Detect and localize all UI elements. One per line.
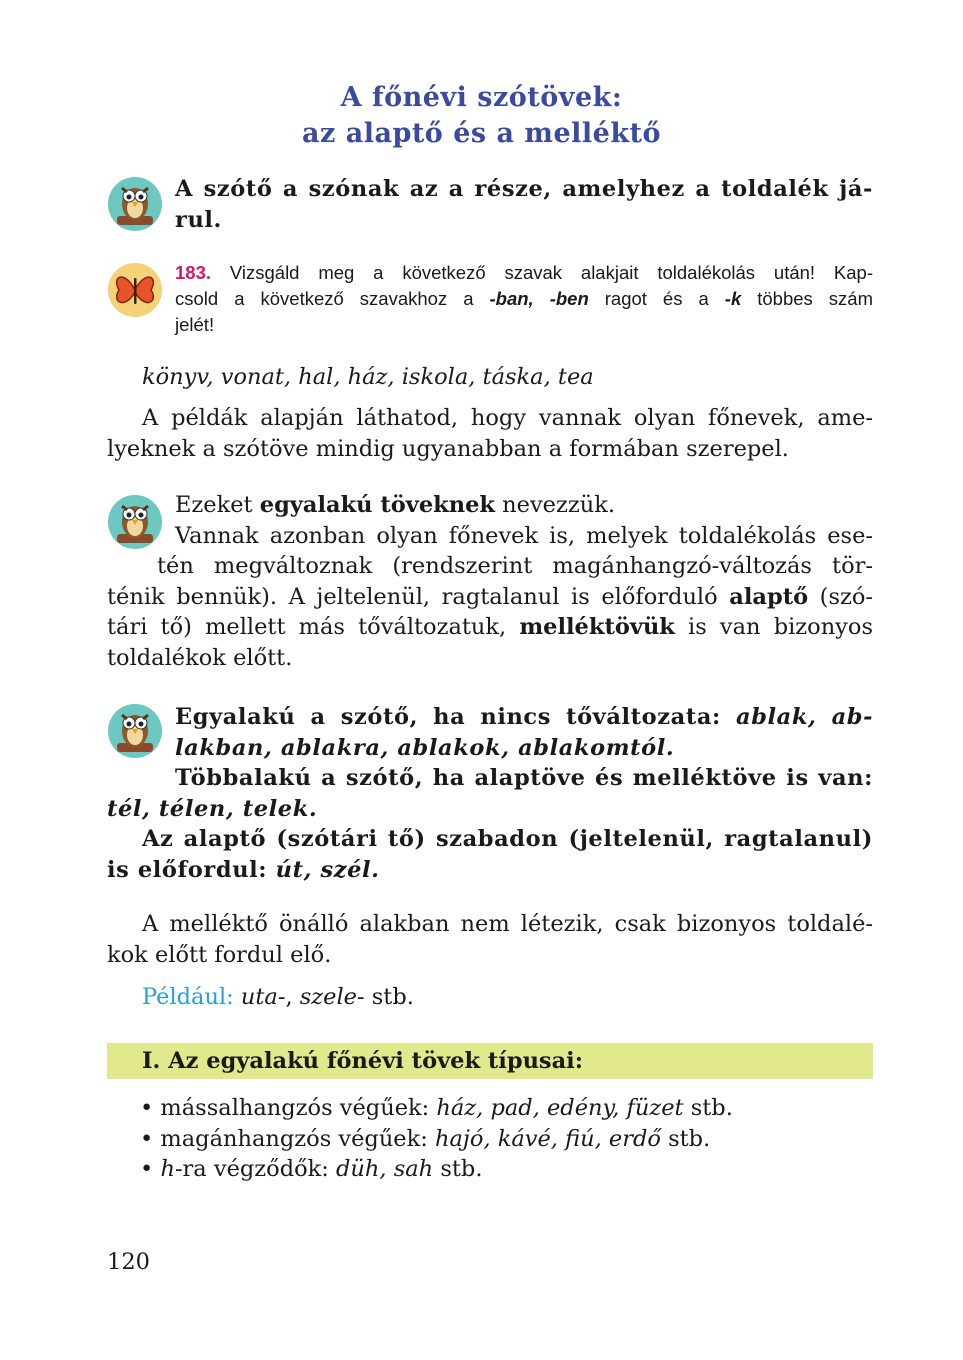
term-alapto: alaptő bbox=[729, 583, 809, 610]
exercise-suffix-k: -k bbox=[724, 288, 742, 309]
rule1-line-2: rul. bbox=[175, 206, 222, 233]
exercise-line-2 bbox=[175, 286, 873, 312]
page-number: 120 bbox=[107, 1249, 150, 1275]
exercise-text-2a: csold a következő szavakhoz a bbox=[175, 288, 490, 309]
exercise-text-1: Vizsgáld meg a következő szavak alakjait toldalékolás után! Kap- bbox=[229, 262, 873, 283]
para2-text-5c: is van bizonyos bbox=[674, 614, 873, 640]
exercise-text-2e: többes szám bbox=[741, 288, 873, 309]
rule2-line-3: Többalakú a szótő, ha alaptöve és melléktöve is van: bbox=[175, 765, 873, 791]
rule2-example-6: út, szél. bbox=[275, 856, 380, 883]
bullet-label: mássalhangzós végűek: bbox=[153, 1095, 437, 1121]
paragraph-3 bbox=[107, 909, 873, 970]
para2-text-5a: tári tő) mellett más tőváltozatuk, bbox=[107, 614, 520, 640]
exercise-number: 183. bbox=[175, 262, 212, 283]
bullet-tail: stb. bbox=[660, 1125, 711, 1152]
bullet-label: -ra végződők: bbox=[174, 1156, 337, 1182]
rule2-line-4: tél, télen, telek. bbox=[107, 795, 318, 822]
word-list: könyv, vonat, hal, ház, iskola, táska, tea bbox=[142, 364, 594, 390]
section-heading: I. Az egyalakú főnévi tövek típusai: bbox=[142, 1048, 584, 1074]
owl-icon bbox=[107, 176, 163, 232]
exercise-183 bbox=[175, 260, 873, 338]
list-item bbox=[140, 1154, 733, 1185]
rule2-line-5: Az alaptő (szótári tő) szabadon (jeltelenül, ragtalanul) bbox=[142, 826, 873, 852]
para3-line-1: A melléktő önálló alakban nem létezik, csak bizonyos toldalé- bbox=[142, 911, 873, 937]
page-title bbox=[0, 80, 963, 152]
para2-text-4a: ténik bennük). A jeltelenül, ragtalanul is előforduló bbox=[107, 583, 730, 610]
example-sep: , bbox=[285, 984, 300, 1010]
bullet-mark: • bbox=[140, 1125, 154, 1152]
bullet-mark: • bbox=[140, 1095, 154, 1121]
para2-line-4 bbox=[107, 582, 873, 613]
example-szele: szele- bbox=[299, 984, 365, 1010]
example-line bbox=[142, 982, 414, 1013]
para2-line-2: Vannak azonban olyan főnevek is, melyek toldalékolás ese- bbox=[175, 522, 873, 549]
exercise-line-3: jelét! bbox=[175, 314, 215, 335]
term-mellektovuk: melléktövük bbox=[519, 614, 675, 640]
rule2-line-2: lakban, ablakra, ablakok, ablakomtól. bbox=[175, 734, 675, 761]
para2-line-6: toldalékok előtt. bbox=[107, 644, 293, 671]
exercise-line-1 bbox=[175, 260, 873, 286]
para3-line-2: kok előtt fordul elő. bbox=[107, 941, 332, 968]
exercise-suffix-ban-ben: -ban, -ben bbox=[489, 288, 589, 309]
para2-text-1a: Ezeket bbox=[175, 492, 260, 518]
rule-definition bbox=[175, 174, 873, 235]
term-egyalaku-tovek: egyalakú töveknek bbox=[259, 492, 496, 518]
rule2-example-1: ablak, ab- bbox=[736, 704, 874, 730]
para1-line-1: A példák alapján láthatod, hogy vannak olyan főnevek, ame- bbox=[142, 405, 873, 431]
rule-stem-types bbox=[107, 702, 873, 885]
bullet-examples: düh, sah bbox=[336, 1156, 434, 1182]
rule1-line-1: A szótő a szónak az a része, amelyhez a toldalék já- bbox=[175, 176, 873, 202]
rule2-line-6 bbox=[107, 855, 873, 886]
para2-line-1 bbox=[107, 490, 873, 521]
list-item bbox=[140, 1093, 733, 1124]
para2-text-4c: (szó- bbox=[808, 583, 873, 610]
bullet-examples: ház, pad, edény, füzet bbox=[436, 1095, 684, 1121]
bullet-label-italic: h bbox=[160, 1156, 175, 1182]
butterfly-icon bbox=[107, 262, 163, 318]
rule2-text-6a: is előfordul: bbox=[107, 856, 276, 883]
rule2-line-1 bbox=[107, 702, 873, 733]
para2-line-3: tén megváltoznak (rendszerint magánhangzó-változás tör- bbox=[157, 553, 873, 579]
bullet-label: magánhangzós végűek: bbox=[153, 1125, 435, 1152]
example-uta: uta- bbox=[240, 984, 286, 1010]
rule2-text-1a: Egyalakú a szótő, ha nincs tőváltozata: bbox=[175, 704, 737, 730]
example-label: Például: bbox=[142, 984, 234, 1010]
list-item bbox=[140, 1124, 733, 1155]
para1-line-2: lyeknek a szótöve mindig ugyanabban a formában szerepel. bbox=[107, 435, 789, 462]
bullet-examples: hajó, kávé, fiú, erdő bbox=[435, 1125, 661, 1152]
paragraph-2 bbox=[107, 490, 873, 673]
paragraph-1 bbox=[107, 403, 873, 464]
bullet-mark: • bbox=[140, 1156, 154, 1182]
para2-line-5 bbox=[107, 612, 873, 643]
bullet-list bbox=[140, 1093, 733, 1185]
title-line-1: A főnévi szótövek: bbox=[340, 82, 623, 113]
title-line-2: az alaptő és a melléktő bbox=[301, 118, 662, 149]
example-tail: stb. bbox=[364, 984, 414, 1010]
para2-text-1c: nevezzük. bbox=[495, 492, 615, 518]
bullet-tail: stb. bbox=[433, 1156, 483, 1182]
bullet-tail: stb. bbox=[683, 1095, 733, 1121]
exercise-text-2c: ragot és a bbox=[588, 288, 725, 309]
